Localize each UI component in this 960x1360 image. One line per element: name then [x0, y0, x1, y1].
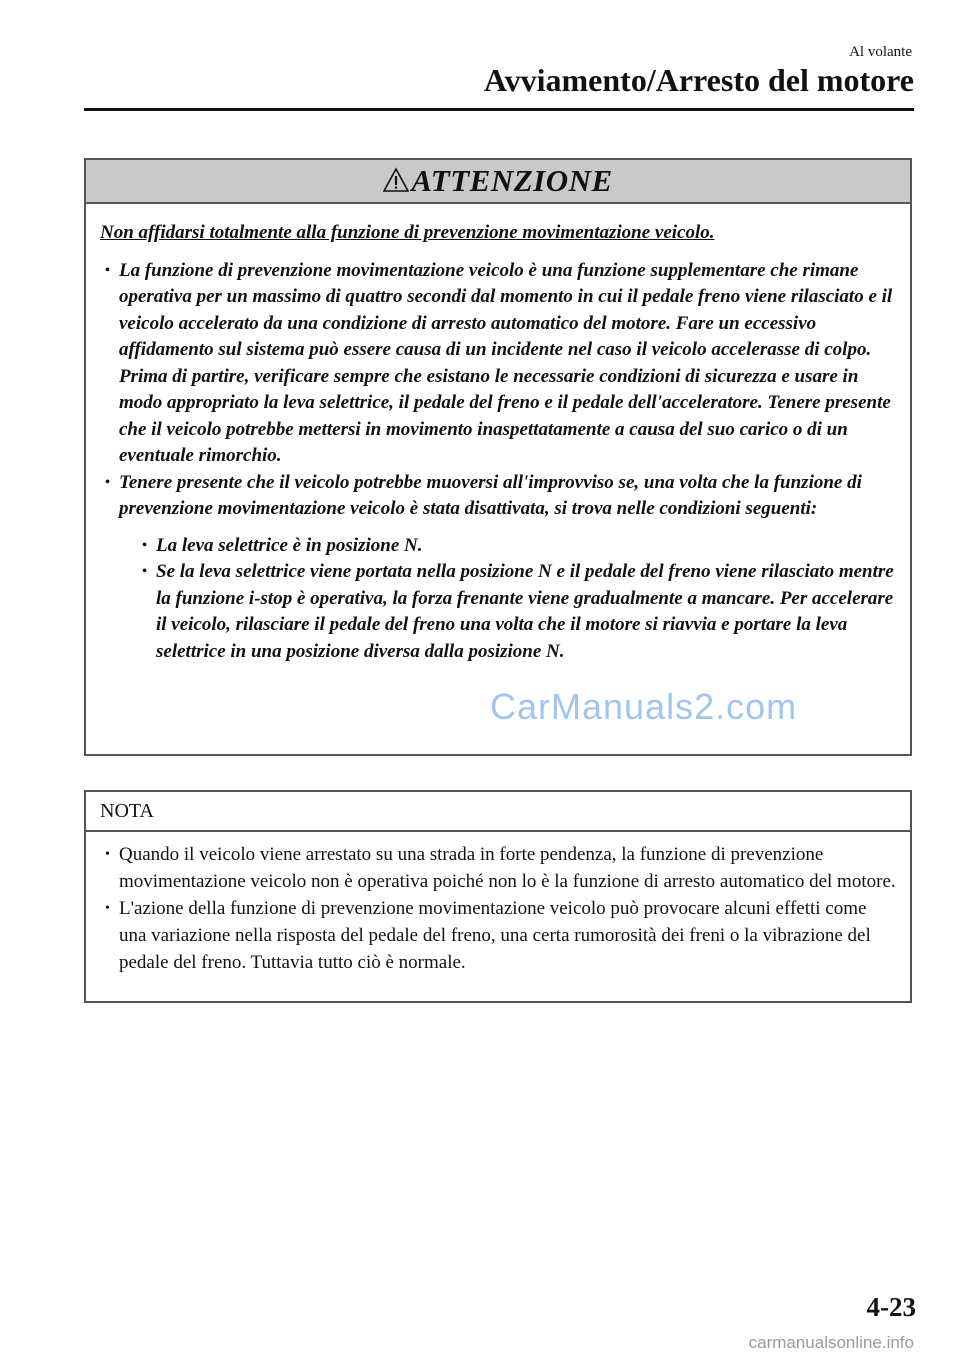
warning-title: ATTENZIONE	[411, 163, 613, 198]
warning-lead: Non affidarsi totalmente alla funzione di prevenzione movimentazione veicolo.	[100, 222, 715, 243]
bullet-icon: •	[105, 847, 110, 862]
list-item	[100, 841, 896, 895]
header-divider	[84, 108, 914, 111]
footer-watermark-link[interactable]: carmanualsonline.info	[748, 1333, 914, 1352]
section-label: Al volante	[849, 44, 912, 60]
note-body	[86, 832, 910, 976]
warning-sub-list	[119, 533, 896, 666]
note-box	[84, 790, 912, 1003]
note-title: NOTA	[100, 799, 154, 822]
list-item	[137, 559, 896, 665]
bullet-icon: •	[105, 474, 110, 490]
bullet-icon: •	[105, 901, 110, 916]
list-item-text: La funzione di prevenzione movimentazione veicolo è una funzione supplementare che rimane operativa per un massimo di quattro secondi dal momento in cui il pedale freno viene rilasciato e il veicolo accelerato da una condizione di arresto automatico del motore. Fare un eccessivo affidamento sul sistema può essere causa di un incidente nel caso il veicolo accelerasse di colpo. Prima di partire, verificare sempre che esistano le necessarie condizioni di sicurezza e usare in modo appropriato la leva selettrice, il pedale del freno e il pedale dell'acceleratore. Tenere presente che il veicolo potrebbe mettersi in movimento inaspettatamente a causa del suo carico o di un eventuale rimorchio.	[119, 259, 893, 466]
watermark: CarManuals2.com	[490, 686, 798, 727]
warning-triangle-icon	[383, 167, 409, 193]
list-item-text: L'azione della funzione di prevenzione movimentazione veicolo può provocare alcuni effetti come una variazione nella risposta del pedale del freno, una certa rumorosità dei freni o la vibrazione del pedale del freno. Tuttavia tutto ciò è normale.	[119, 898, 871, 973]
note-header	[86, 792, 910, 832]
bullet-icon: •	[105, 262, 110, 278]
bullet-icon: •	[142, 537, 147, 553]
list-item-text: Se la leva selettrice viene portata nella posizione N e il pedale del freno viene rilasciato mentre la funzione i-stop è operativa, la forza frenante viene gradualmente a mancare. Per accelerare il veicolo, rilasciare il pedale del freno una volta che il motore si riavvia e portare la leva selettrice in una posizione diversa dalla posizione N.	[156, 561, 894, 662]
warning-box	[84, 158, 912, 756]
list-item	[137, 533, 896, 560]
list-item	[100, 895, 896, 976]
warning-header	[86, 160, 910, 204]
list-item-text: Tenere presente che il veicolo potrebbe muoversi all'improvviso se, una volta che la funzione di prevenzione movimentazione veicolo è stata disattivata, si trova nelle condizioni seguenti:	[119, 471, 862, 519]
warning-body	[86, 204, 910, 665]
page-title: Avviamento/Arresto del motore	[483, 62, 914, 98]
list-item	[100, 258, 896, 470]
list-item-text: Quando il veicolo viene arrestato su una strada in forte pendenza, la funzione di prevenzione movimentazione veicolo non è operativa poiché non lo è la funzione di arresto automatico del motore.	[119, 844, 896, 892]
list-item-text: La leva selettrice è in posizione N.	[156, 534, 423, 556]
note-list	[100, 841, 896, 976]
list-item	[100, 470, 896, 666]
page-number: 4-23	[866, 1292, 916, 1322]
warning-list	[100, 258, 896, 666]
bullet-icon: •	[142, 564, 147, 579]
